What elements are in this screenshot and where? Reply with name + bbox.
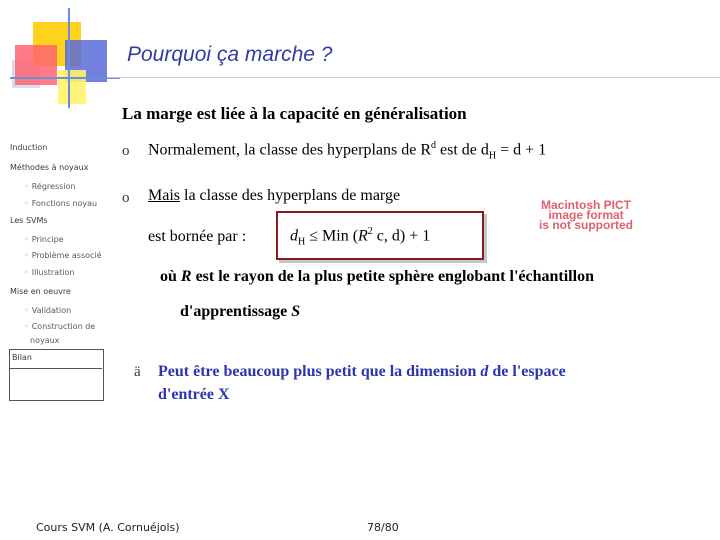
logo-vertical-line bbox=[68, 8, 70, 108]
sidebar-item-les-svms[interactable]: Les SVMs bbox=[10, 216, 48, 225]
sidebar-item-label: Régression bbox=[31, 182, 76, 191]
sidebar-item-probleme-associe[interactable] bbox=[24, 251, 102, 260]
bullet-dot-icon: ◦ bbox=[24, 306, 29, 315]
radius-explanation-line2: d'apprentissage S bbox=[180, 303, 301, 320]
bullet-dot-icon: ◦ bbox=[24, 199, 29, 208]
sidebar-item-label: Fonctions noyau bbox=[31, 199, 98, 208]
logo-square-lightyellow bbox=[58, 70, 86, 104]
pict-line-3: is not supported bbox=[539, 218, 633, 232]
bullet-dot-icon: ◦ bbox=[24, 182, 29, 191]
bullet-dot-icon: ◦ bbox=[24, 251, 29, 260]
pict-line-2: image format bbox=[548, 208, 624, 222]
logo-horizontal-line bbox=[10, 77, 120, 79]
pict-line-1: Macintosh PICT bbox=[540, 198, 631, 212]
radius-explanation-line1: où R est le rayon de la plus petite sphère englobant l'échantillon bbox=[160, 268, 594, 285]
sidebar-item-methodes-noyaux[interactable]: Méthodes à noyaux bbox=[10, 163, 89, 172]
bullet-3-line1: Peut être beaucoup plus petit que la dimension d de l'espace bbox=[158, 363, 566, 380]
sidebar-item-construction-noyaux[interactable] bbox=[24, 322, 95, 331]
sidebar-item-label: Illustration bbox=[31, 268, 75, 277]
bullet-dot-icon: ◦ bbox=[24, 322, 29, 331]
sidebar-item-mise-en-oeuvre[interactable]: Mise en oeuvre bbox=[10, 287, 71, 296]
bullet-3-line2: d'entrée X bbox=[158, 386, 230, 403]
footer-page-number: 78/80 bbox=[367, 521, 399, 534]
bullet-2-line2: est bornée par : bbox=[148, 228, 247, 245]
sidebar-item-regression[interactable] bbox=[24, 182, 75, 191]
sidebar-item-construction-noyaux-cont: noyaux bbox=[30, 336, 60, 345]
sidebar-item-principe[interactable] bbox=[24, 235, 64, 244]
sidebar-item-label: Validation bbox=[31, 306, 72, 315]
sidebar-item-label: Principe bbox=[31, 235, 64, 244]
sidebar-item-label: Construction de bbox=[31, 322, 96, 331]
vc-bound-formula: $d_H$ ≤ Min ($R^2$ c, d) + 1 bbox=[290, 226, 431, 248]
slide-title: Pourquoi ça marche ? bbox=[127, 43, 333, 66]
logo-square-red bbox=[15, 45, 57, 85]
bullet-dot-icon: ◦ bbox=[24, 235, 29, 244]
sidebar-item-induction[interactable]: Induction bbox=[10, 143, 48, 152]
bullet-3-symbol: ä bbox=[134, 364, 141, 380]
sidebar-item-validation[interactable] bbox=[24, 306, 71, 315]
header-divider bbox=[107, 77, 720, 78]
bullet-1-symbol: o bbox=[122, 143, 130, 159]
bullet-1-text: Normalement, la classe des hyperplans de $R^d$ est de $d_H = d + 1$ bbox=[148, 140, 547, 162]
sidebar-item-bilan[interactable]: Bilan bbox=[12, 353, 32, 362]
bullet-2-text: Mais la classe des hyperplans de marge bbox=[148, 187, 401, 204]
pict-placeholder-image bbox=[516, 200, 656, 230]
slide-subtitle: La marge est liée à la capacité en généralisation bbox=[122, 104, 467, 123]
bullet-2-symbol: o bbox=[122, 190, 130, 206]
footer-course-credit: Cours SVM (A. Cornuéjols) bbox=[36, 521, 180, 534]
sidebar-item-fonctions-noyau[interactable] bbox=[24, 199, 97, 208]
bullet-dot-icon: ◦ bbox=[24, 268, 29, 277]
sidebar-item-label: Problème associé bbox=[31, 251, 102, 260]
sidebar-item-illustration[interactable] bbox=[24, 268, 74, 277]
